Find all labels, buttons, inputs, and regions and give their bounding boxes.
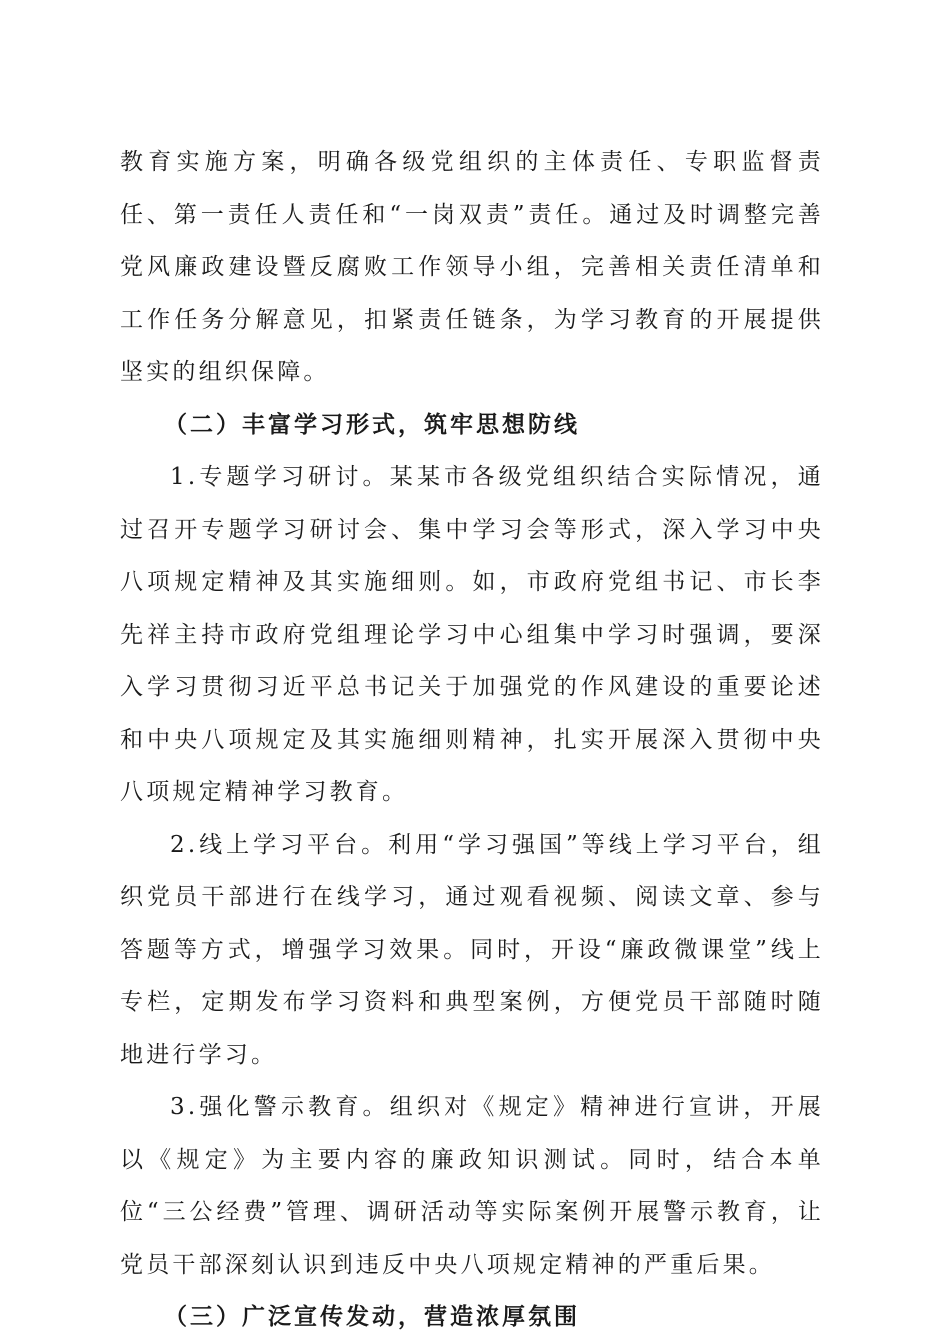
section-heading-3: （三）广泛宣传发动，营造浓厚氛围 <box>164 1303 580 1330</box>
paragraph-item-1: 1.专题学习研讨。某某市各级党组织结合实际情况，通过召开专题学习研讨会、集中学习会等形式，深入学习中央八项规定精神及其实施细则。如，市政府党组书记、市长李先祥主持市政府党组理论学习中心组集中学习时强调，要深入学习贯彻习近平总书记关于加强党的作风建设的重要论述和中央八项规定及其实施细则精神，扎实开展深入贯彻中央八项规定精神学习教育。 <box>120 464 824 805</box>
section-heading-2: （二）丰富学习形式，筑牢思想防线 <box>164 410 580 438</box>
paragraph-item-2: 2.线上学习平台。利用“学习强国”等线上学习平台，组织党员干部进行在线学习，通过观看视频、阅读文章、参与答题等方式，增强学习效果。同时，开设“廉政微课堂”线上专栏，定期发布学习资料和典型案例，方便党员干部随时随地进行学习。 <box>120 831 824 1068</box>
paragraph-item-3: 3.强化警示教育。组织对《规定》精神进行宣讲，开展以《规定》为主要内容的廉政知识测试。同时，结合本单位“三公经费”管理、调研活动等实际案例开展警示教育，让党员干部深刻认识到违反中央八项规定精神的严重后果。 <box>120 1094 824 1278</box>
paragraph-continuation: 教育实施方案，明确各级党组织的主体责任、专职监督责任、第一责任人责任和“一岗双责”责任。通过及时调整完善党风廉政建设暨反腐败工作领导小组，完善相关责任清单和工作任务分解意见，扣紧责任链条，为学习教育的开展提供坚实的组织保障。 <box>120 149 824 385</box>
document-body <box>120 136 824 1344</box>
